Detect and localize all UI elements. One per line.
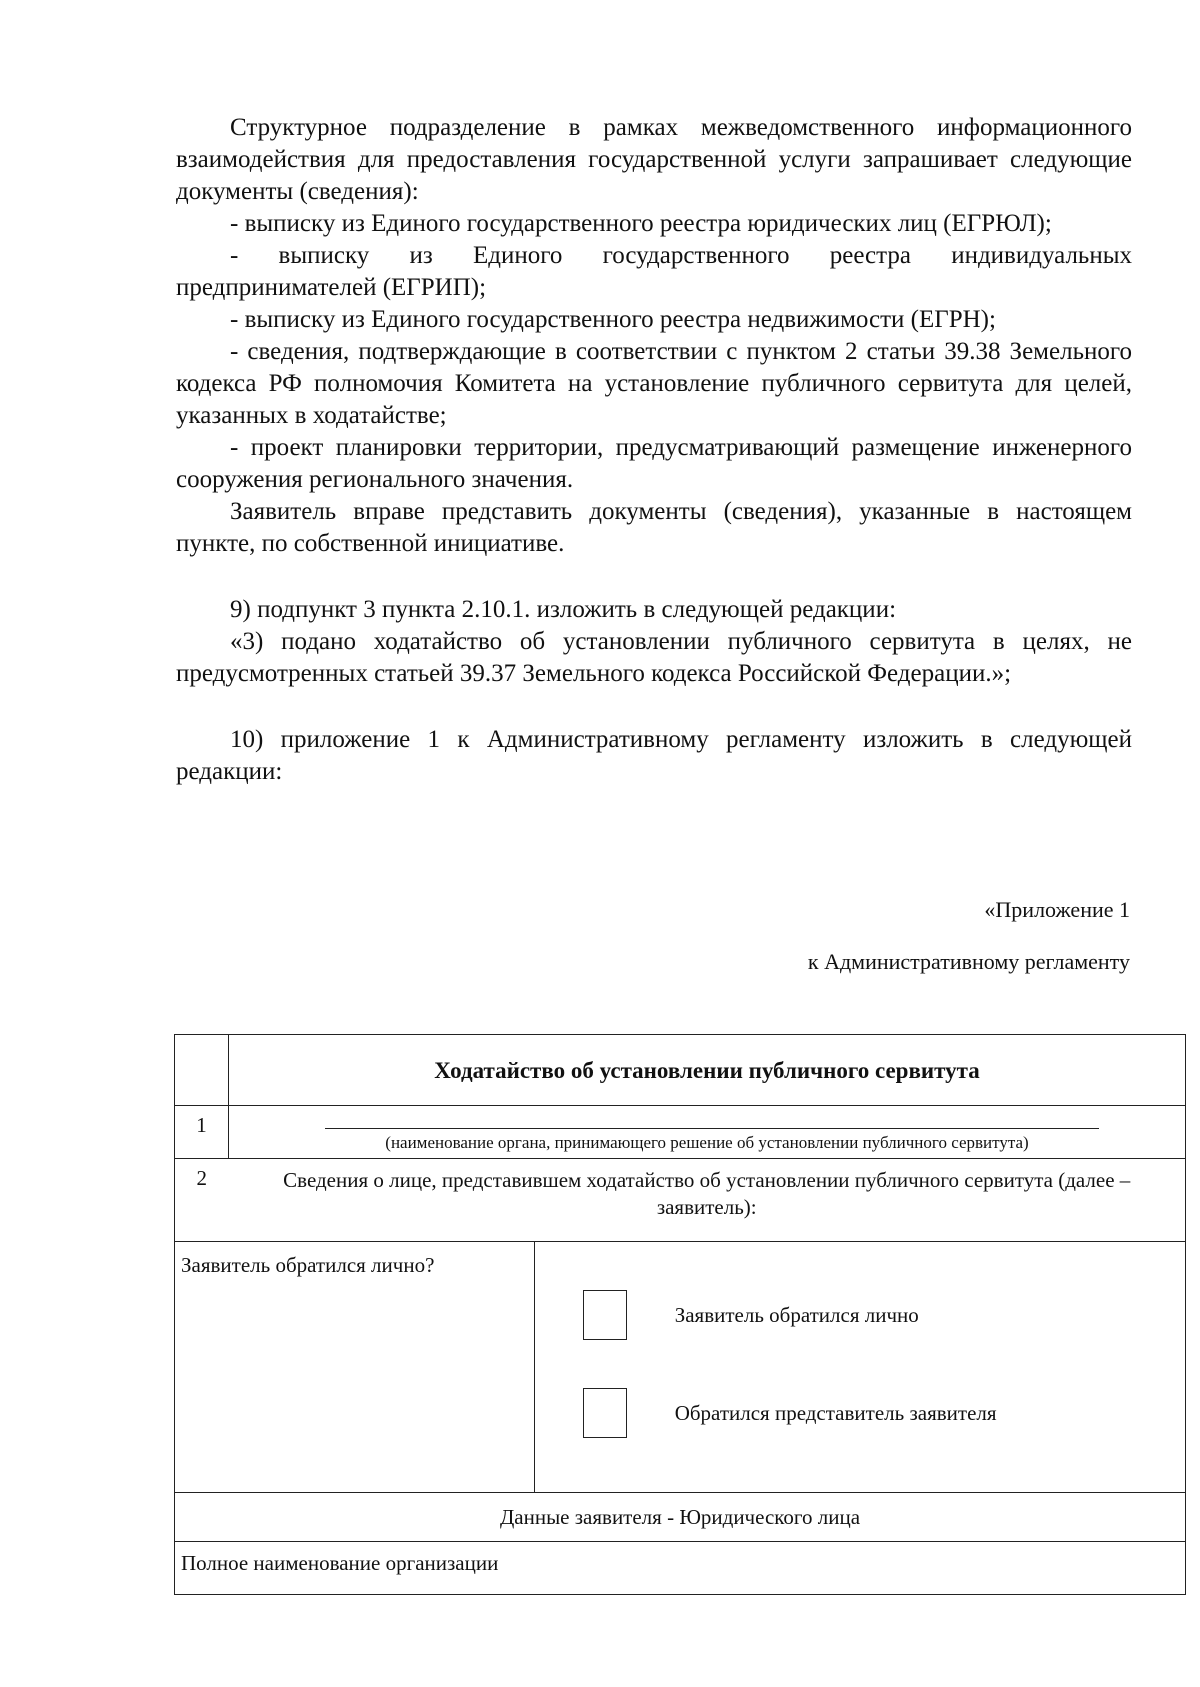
form-title-empty-cell (175, 1035, 229, 1106)
form-row-2 (175, 1159, 1186, 1242)
paragraph-egrip: - выписку из Единого государственного реестра индивидуальных предпринимателей (ЕГРИП); (176, 242, 1132, 301)
paragraph-egrul: - выписку из Единого государственного реестра юридических лиц (ЕГРЮЛ); (230, 210, 1052, 237)
body-text (176, 112, 1132, 788)
organization-full-name-field[interactable]: Полное наименование организации (175, 1542, 1186, 1595)
checkbox-personal[interactable] (583, 1290, 627, 1340)
organ-name-field[interactable] (228, 1106, 1185, 1159)
form-field-row (175, 1542, 1186, 1595)
form-question-row (175, 1242, 1186, 1493)
personal-visit-question: Заявитель обратился лично? (175, 1242, 535, 1493)
checkbox-personal-label: Заявитель обратился лично (674, 1303, 919, 1327)
paragraph-item-10: 10) приложение 1 к Административному регламенту изложить в следующей редакции: (176, 726, 1132, 785)
form-title-row (175, 1035, 1186, 1106)
paragraph-structural-unit: Структурное подразделение в рамках межведомственного информационного взаимодействия для предоставления государственной услуги запрашивает следующие документы (сведения): (176, 114, 1132, 205)
personal-visit-options (534, 1242, 1185, 1493)
form-title: Ходатайство об установлении публичного сервитута (228, 1035, 1185, 1106)
form-section-row (175, 1493, 1186, 1542)
appendix-subtitle: к Административному регламенту (807, 949, 1130, 974)
checkbox-representative-label: Обратился представитель заявителя (674, 1401, 997, 1425)
legal-entity-section-heading: Данные заявителя - Юридического лица (175, 1493, 1186, 1542)
paragraph-item-9-text: «3) подано ходатайство об установлении публичного сервитута в целях, не предусмотренных статьей 39.37 Земельного кодекса Российской Федерации.»; (176, 628, 1132, 687)
paragraph-egrn: - выписку из Единого государственного реестра недвижимости (ЕГРН); (230, 306, 996, 333)
row-number-1: 1 (175, 1106, 229, 1159)
paragraph-applicant-right: Заявитель вправе представить документы (сведения), указанные в настоящем пункте, по собственной инициативе. (176, 498, 1132, 557)
checkbox-representative[interactable] (583, 1388, 627, 1438)
paragraph-item-9: 9) подпункт 3 пункта 2.10.1. изложить в следующей редакции: (230, 596, 897, 623)
paragraph-planning: - проект планировки территории, предусматривающий размещение инженерного сооружения регионального значения. (176, 434, 1132, 493)
organ-name-caption: (наименование органа, принимающего решение об установлении публичного сервитута) (385, 1133, 1029, 1152)
paragraph-authority: - сведения, подтверждающие в соответствии с пунктом 2 статьи 39.38 Земельного кодекса РФ полномочия Комитета на установление публичного сервитута для целей, указанных в ходатайстве; (176, 338, 1132, 429)
appendix-title: «Приложение 1 (984, 897, 1130, 922)
row-number-2: 2 (175, 1159, 229, 1242)
petition-form-table (174, 1034, 1186, 1595)
form-row-1 (175, 1106, 1186, 1159)
applicant-info-heading: Сведения о лице, представившем ходатайство об установлении публичного сервитута (далее – заявитель): (228, 1159, 1185, 1242)
